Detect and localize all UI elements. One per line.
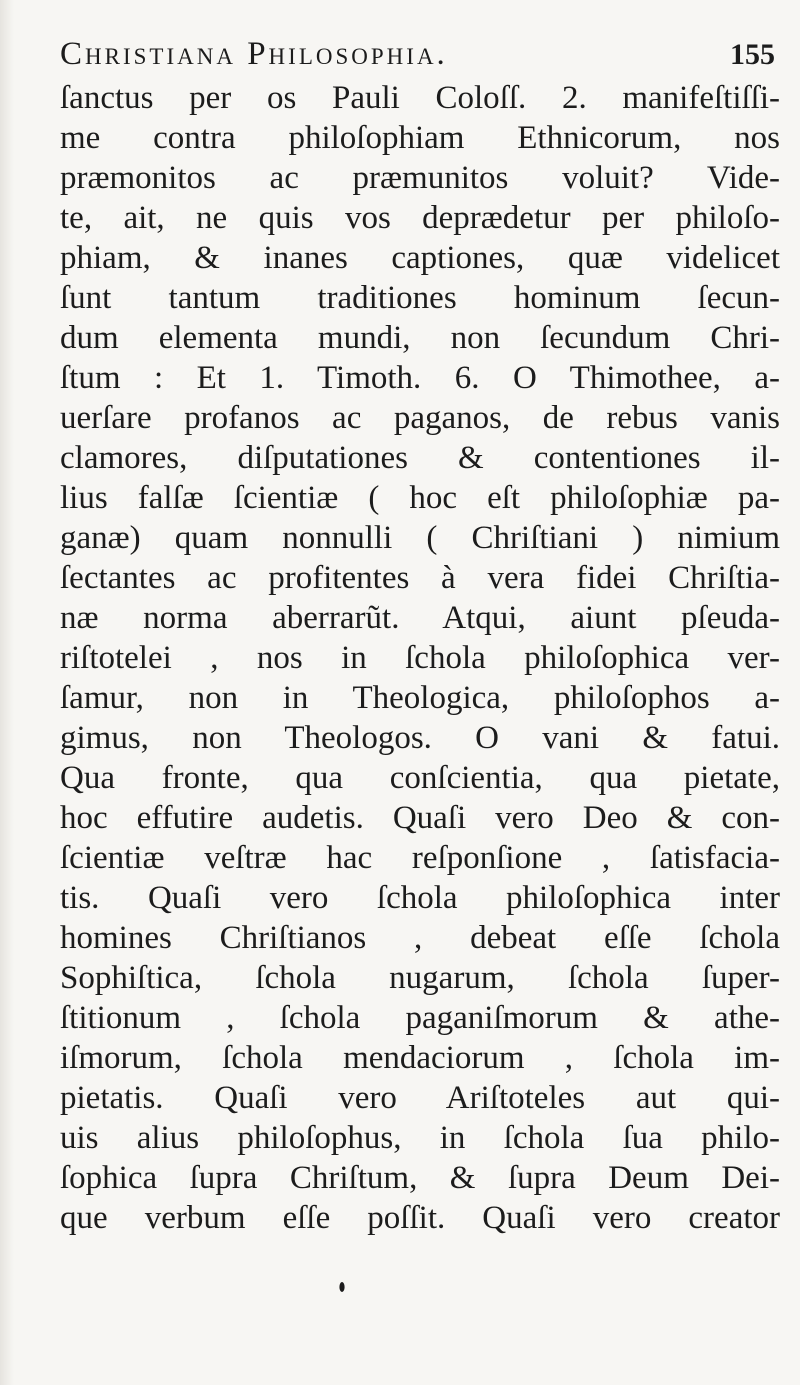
- text-line: ſunt tantum traditiones hominum ſecun-: [60, 280, 780, 316]
- text-line: te, ait, ne quis vos deprædetur per philoſo-: [60, 200, 780, 236]
- text-line: tis. Quaſi vero ſchola philoſophica inter: [60, 880, 780, 916]
- text-line: ſcientiæ veſtræ hac reſponſione , ſatisfacia-: [60, 840, 780, 876]
- text-line: homines Chriſtianos , debeat eſſe ſchola: [60, 920, 780, 956]
- text-line: ſtum : Et 1. Timoth. 6. O Thimothee, a-: [60, 360, 780, 396]
- text-line: lius falſæ ſcientiæ ( hoc eſt philoſophiæ pa-: [60, 480, 780, 516]
- text-line: que verbum eſſe poſſit. Quaſi vero creator: [60, 1200, 780, 1236]
- text-line: dum elementa mundi, non ſecundum Chri-: [60, 320, 780, 356]
- text-line: ſanctus per os Pauli Coloſſ. 2. manifeſtiſſi-: [60, 80, 780, 116]
- text-line: hoc effutire audetis. Quaſi vero Deo & con-: [60, 800, 780, 836]
- body-text: [60, 78, 780, 1238]
- text-line: næ norma aberrarũt. Atqui, aiunt pſeuda-: [60, 600, 780, 636]
- text-line: uis alius philoſophus, in ſchola ſua philo-: [60, 1120, 780, 1156]
- text-line: Qua fronte, qua conſcientia, qua pietate,: [60, 760, 780, 796]
- text-line: Sophiſtica, ſchola nugarum, ſchola ſuper-: [60, 960, 780, 996]
- text-line: pietatis. Quaſi vero Ariſtoteles aut qui-: [60, 1080, 780, 1116]
- text-line: ſectantes ac profitentes à vera fidei Chriſtia-: [60, 560, 780, 596]
- text-line: ſamur, non in Theologica, philoſophos a-: [60, 680, 780, 716]
- text-line: præmonitos ac præmunitos voluit? Vide-: [60, 160, 780, 196]
- text-line: ganæ) quam nonnulli ( Chriſtiani ) nimium: [60, 520, 780, 556]
- text-line: uerſare profanos ac paganos, de rebus vanis: [60, 400, 780, 436]
- text-line: clamores, diſputationes & contentiones il-: [60, 440, 780, 476]
- text-line: ſophica ſupra Chriſtum, & ſupra Deum Dei-: [60, 1160, 780, 1196]
- text-line: phiam, & inanes captiones, quæ videlicet: [60, 240, 780, 276]
- ink-speck-icon: [338, 1280, 346, 1294]
- text-line: gimus, non Theologos. O vani & fatui.: [60, 720, 780, 756]
- running-head-title: Christiana Philosophia.: [60, 36, 448, 72]
- page-gutter: [0, 0, 14, 1385]
- text-line: me contra philoſophiam Ethnicorum, nos: [60, 120, 780, 156]
- text-line: iſmorum, ſchola mendaciorum , ſchola im-: [60, 1040, 780, 1076]
- page-number: 155: [730, 38, 775, 71]
- text-line: riſtotelei , nos in ſchola philoſophica ver-: [60, 640, 780, 676]
- text-line: ſtitionum , ſchola paganiſmorum & athe-: [60, 1000, 780, 1036]
